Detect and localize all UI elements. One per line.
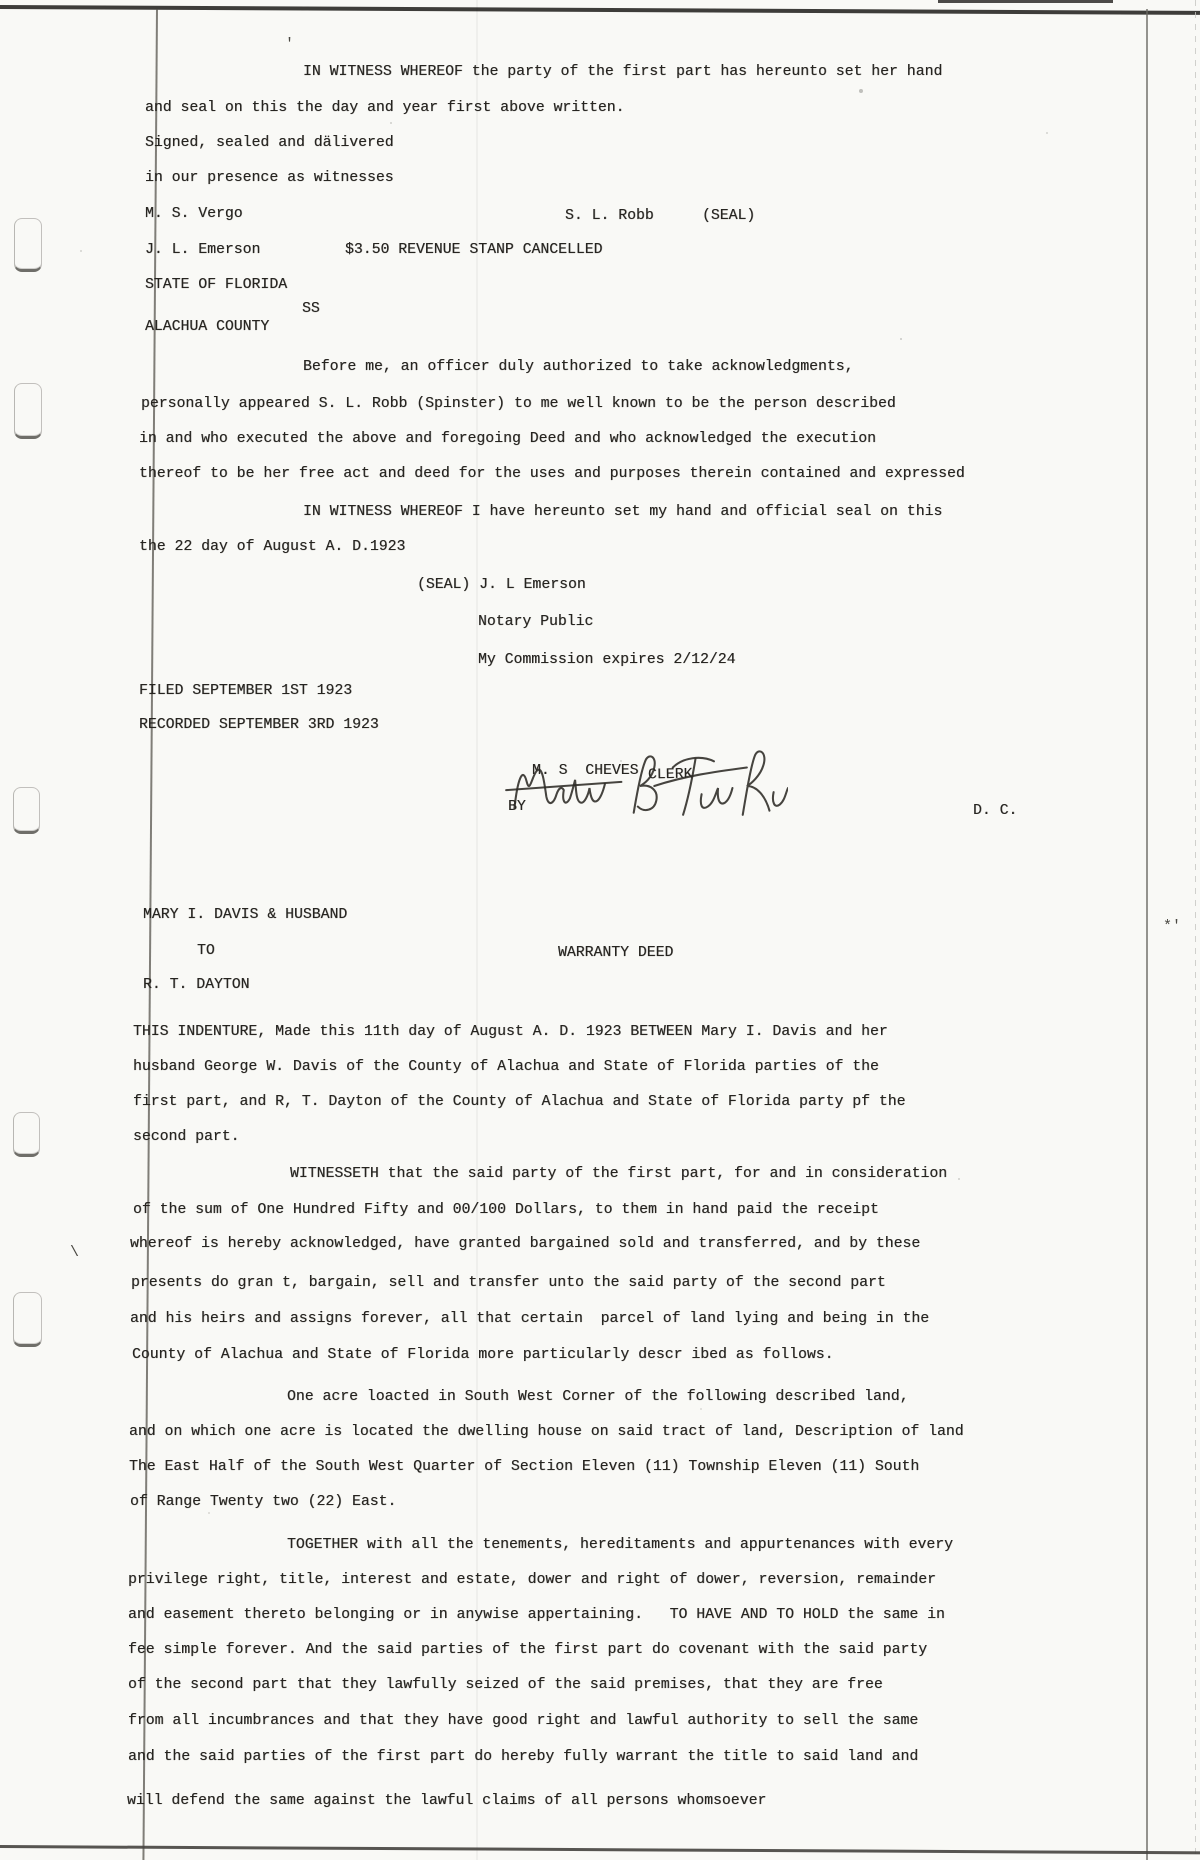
- clerk-signature-handwriting: [500, 744, 788, 828]
- stray-ink-mark: *': [1163, 918, 1182, 935]
- doc-line: and the said parties of the first part do hereby fully warrant the title to said land and: [128, 1749, 919, 1765]
- doc-line: RECORDED SEPTEMBER 3RD 1923: [139, 717, 379, 733]
- doc-line: TOGETHER with all the tenements, hereditaments and appurtenances with every: [287, 1537, 953, 1553]
- doc-line: (SEAL): [702, 208, 756, 224]
- doc-line: of the sum of One Hundred Fifty and 00/100 Dollars, to them in hand paid the receipt: [133, 1202, 879, 1218]
- doc-line: STATE OF FLORIDA: [145, 277, 288, 293]
- doc-line: $3.50 REVENUE STANP CANCELLED: [345, 242, 603, 258]
- doc-line: IN WITNESS WHEREOF I have hereunto set my hand and official seal on this: [303, 504, 943, 520]
- doc-line: Before me, an officer duly authorized to take acknowledgments,: [303, 359, 854, 375]
- doc-line: second part.: [133, 1129, 240, 1145]
- stray-ink-mark: \: [70, 1244, 80, 1261]
- doc-line: and seal on this the day and year first above written.: [145, 100, 625, 116]
- doc-line: MARY I. DAVIS & HUSBAND: [143, 907, 348, 923]
- doc-line: thereof to be her free act and deed for the uses and purposes therein contained and expressed: [139, 466, 965, 482]
- doc-line: and on which one acre is located the dwelling house on said tract of land, Description of land: [129, 1424, 964, 1440]
- doc-line: (SEAL) J. L Emerson: [417, 577, 586, 593]
- doc-line: in our presence as witnesses: [145, 170, 394, 186]
- doc-line: FILED SEPTEMBER 1ST 1923: [139, 683, 353, 699]
- doc-line: from all incumbrances and that they have good right and lawful authority to sell the same: [128, 1713, 919, 1729]
- doc-line: presents do gran t, bargain, sell and transfer unto the said party of the second part: [131, 1275, 886, 1291]
- doc-line: WITNESSETH that the said party of the first part, for and in consideration: [290, 1166, 948, 1182]
- doc-line: whereof is hereby acknowledged, have granted bargained sold and transferred, and by these: [130, 1236, 921, 1252]
- binder-punch-mark: [14, 218, 42, 272]
- doc-line: privilege right, title, interest and estate, dower and right of dower, reversion, remainder: [128, 1572, 937, 1588]
- doc-line: TO: [197, 943, 215, 959]
- doc-line: husband George W. Davis of the County of Alachua and State of Florida parties of the: [133, 1059, 879, 1075]
- stray-ink-mark: ': [285, 36, 295, 53]
- binder-punch-mark: [13, 1112, 40, 1157]
- doc-line: WARRANTY DEED: [558, 945, 674, 961]
- doc-line: first part, and R, T. Dayton of the County of Alachua and State of Florida party pf the: [133, 1094, 906, 1110]
- clerk-typed-title: CLERK: [647, 766, 693, 784]
- binder-punch-mark: [13, 787, 40, 834]
- doc-line: SS: [302, 301, 320, 317]
- doc-line: of Range Twenty two (22) East.: [130, 1494, 397, 1510]
- doc-line: M. S. Vergo: [145, 206, 243, 222]
- doc-line: and easement thereto belonging or in anywise appertaining. TO HAVE AND TO HOLD the same in: [128, 1607, 945, 1623]
- doc-line: S. L. Robb: [565, 208, 654, 224]
- doc-line: will defend the same against the lawful claims of all persons whomsoever: [127, 1793, 767, 1809]
- doc-line: The East Half of the South West Quarter of Section Eleven (11) Township Eleven (11) South: [129, 1459, 920, 1475]
- doc-line: Notary Public: [478, 614, 594, 630]
- doc-line: the 22 day of August A. D.1923: [139, 539, 406, 555]
- doc-line: fee simple forever. And the said parties of the first part do covenant with the said party: [128, 1642, 928, 1658]
- doc-line: One acre loacted in South West Corner of the following described land,: [287, 1389, 909, 1405]
- doc-line: and his heirs and assigns forever, all that certain parcel of land lying and being in the: [130, 1311, 930, 1327]
- deputy-clerk-initials: D. C.: [973, 803, 1018, 819]
- doc-line: My Commission expires 2/12/24: [478, 652, 736, 668]
- doc-line: in and who executed the above and foregoing Deed and who acknowledged the execution: [139, 431, 877, 447]
- doc-line: ALACHUA COUNTY: [145, 319, 270, 335]
- clerk-typed-name: M. S CHEVES: [532, 763, 639, 779]
- doc-line: THIS INDENTURE, Made this 11th day of August A. D. 1923 BETWEEN Mary I. Davis and her: [133, 1024, 888, 1040]
- binder-punch-mark: [13, 1292, 42, 1347]
- doc-line: J. L. Emerson: [145, 242, 261, 258]
- doc-line: of the second part that they lawfully seized of the said premises, that they are free: [128, 1677, 883, 1693]
- clerk-by-label: BY: [508, 799, 526, 815]
- doc-line: personally appeared S. L. Robb (Spinster) to me well known to be the person described: [141, 396, 896, 412]
- doc-line: Signed, sealed and dälivered: [145, 135, 394, 151]
- binder-punch-mark: [14, 383, 42, 439]
- doc-line: R. T. DAYTON: [143, 977, 250, 993]
- doc-line: IN WITNESS WHEREOF the party of the first part has hereunto set her hand: [303, 64, 943, 80]
- doc-line: County of Alachua and State of Florida more particularly descr ibed as follows.: [132, 1347, 834, 1363]
